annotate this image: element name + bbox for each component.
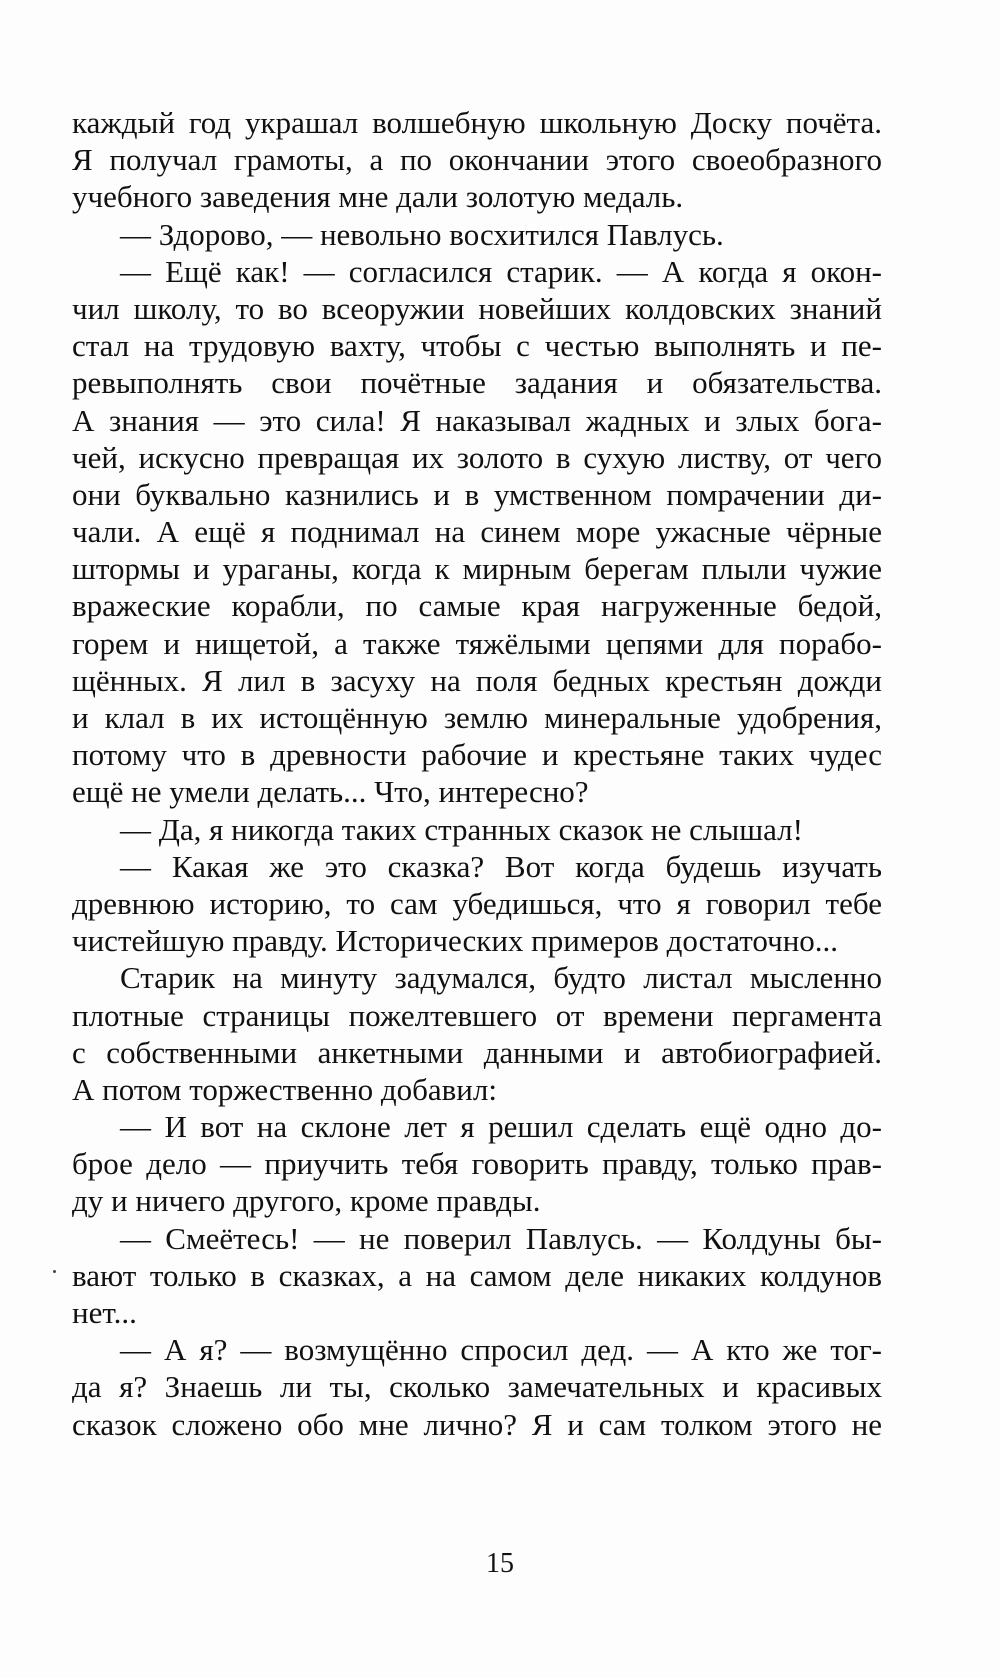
- text-line: да я? Знаешь ли ты, сколько замечательных и красивых: [72, 1369, 882, 1405]
- text-line: щённых. Я лил в засуху на поля бедных крестьян дожди: [72, 662, 882, 698]
- text-line: нет...: [72, 1295, 137, 1330]
- text-line: стал на трудовую вахту, чтобы с честью выполнять и пе-: [72, 328, 882, 364]
- text-line: — Ещё как! — согласился старик. — А когда я окон-: [120, 253, 882, 289]
- text-line: — И вот на склоне лет я решил сделать ещё одно до-: [120, 1109, 882, 1145]
- scan-speck: [53, 1270, 56, 1273]
- text-line: вражеские корабли, по самые края нагруженные бедой,: [72, 588, 882, 624]
- text-line: — Да, я никогда таких странных сказок не слышал!: [120, 811, 803, 847]
- page-number: 15: [486, 1548, 514, 1579]
- text-line: чистейшую правду. Исторических примеров достаточно...: [72, 923, 839, 959]
- text-line: брое дело — приучить тебя говорить правду, только прав-: [72, 1146, 882, 1182]
- text-line: и клал в их истощённую землю минеральные удобрения,: [72, 700, 882, 735]
- text-line: ещё не умели делать... Что, интересно?: [72, 774, 589, 810]
- text-line: чей, искусно превращая их золото в сухую листву, от чего: [72, 439, 882, 475]
- text-line: Я получал грамоты, а по окончании этого своеобразного: [72, 142, 882, 178]
- body-text: [72, 104, 882, 1443]
- text-line: А знания — это сила! Я наказывал жадных и злых бога-: [72, 402, 882, 438]
- text-line: учебного заведения мне дали золотую медаль.: [72, 179, 684, 215]
- text-line: ду и ничего другого, кроме правды.: [72, 1183, 541, 1219]
- text-line: потому что в древности рабочие и крестьяне таких чудес: [72, 737, 882, 773]
- text-line: горем и нищетой, а также тяжёлыми цепями для порабо-: [72, 625, 882, 661]
- text-line: — А я? — возмущённо спросил дед. — А кто же тог-: [120, 1332, 882, 1368]
- text-line: ревыполнять свои почётные задания и обязательства.: [72, 365, 882, 401]
- text-line: с собственными анкетными данными и автобиографией.: [72, 1034, 882, 1070]
- text-line: — Смеётесь! — не поверил Павлусь. — Колдуны бы-: [120, 1220, 882, 1256]
- text-line: штормы и ураганы, когда к мирным берегам плыли чужие: [72, 551, 882, 587]
- text-line: они буквально казнились и в умственном помрачении ди-: [72, 476, 882, 512]
- text-line: вают только в сказках, а на самом деле никаких колдунов: [72, 1257, 882, 1293]
- text-line: чил школу, то во всеоружии новейших колдовских знаний: [72, 290, 882, 326]
- text-line: — Здорово, — невольно восхитился Павлусь.: [120, 216, 724, 252]
- text-line: плотные страницы пожелтевшего от времени пергамента: [72, 997, 882, 1033]
- text-line: чали. А ещё я поднимал на синем море ужасные чёрные: [72, 514, 882, 550]
- text-line: Старик на минуту задумался, будто листал мысленно: [120, 960, 882, 996]
- text-line: — Какая же это сказка? Вот когда будешь изучать: [120, 848, 882, 884]
- text-line: А потом торжественно добавил:: [72, 1071, 497, 1107]
- text-line: древнюю историю, то сам убедишься, что я говорил тебе: [72, 885, 882, 921]
- text-line: сказок сложено обо мне лично? Я и сам толком этого не: [72, 1406, 882, 1442]
- text-line: каждый год украшал волшебную школьную Доску почёта.: [72, 105, 882, 140]
